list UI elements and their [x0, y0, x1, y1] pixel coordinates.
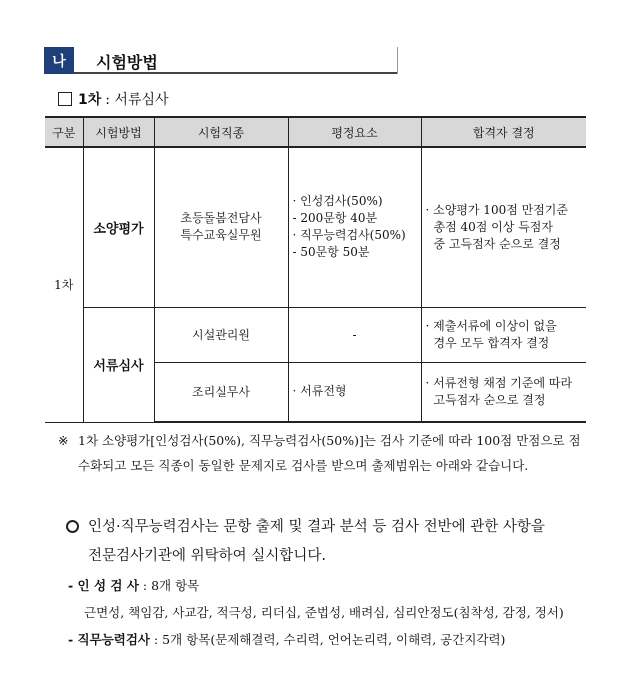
bullet-paragraph [66, 513, 591, 571]
list-item [68, 626, 564, 653]
list-item [68, 572, 564, 599]
note-text: 1차 소양평가[인성검사(50%), 직무능력검사(50%)]는 검사 기준에 따라 100점 만점으로 점수화되고 모든 직종이 동일한 문제지로 검사를 받으며 출제범위는 아래와 같습니다. [78, 433, 581, 473]
criteria-cell [288, 147, 421, 307]
method-cell: 소양평가 [83, 147, 154, 307]
criteria-line: · 인성검사(50%) [292, 194, 383, 209]
job-cell [154, 147, 288, 307]
test-items-list [68, 572, 564, 653]
criteria-cell: · 서류전형 [288, 362, 421, 422]
item-value: : 5개 항목(문제해결력, 수리력, 언어논리력, 이해력, 공간지각력) [153, 632, 506, 647]
job-name: 특수교육실무원 [180, 228, 262, 243]
table-row [45, 147, 586, 307]
table-row [45, 307, 586, 362]
criteria-line: - 50문항 50분 [292, 245, 370, 260]
bullet-line-1: 인성·직무능력검사는 문항 출제 및 결과 분석 등 검사 전반에 관한 사항을 [88, 519, 545, 535]
round-cell: 1차 [45, 147, 83, 422]
item-detail: 근면성, 책임감, 사교감, 적극성, 리더십, 준법성, 배려심, 심리안정도(침착성, 감정, 정서) [84, 605, 564, 620]
section-title: 시험방법 [96, 53, 158, 72]
header-job: 시험직종 [154, 117, 288, 147]
decision-line: 경우 모두 합격자 결정 [433, 335, 550, 350]
bullet-line-2: 전문검사기관에 위탁하여 실시합니다. [88, 548, 326, 564]
decision-line: · 소양평가 100점 만점기준 [425, 202, 568, 217]
decision-cell [421, 147, 586, 307]
section-underline [74, 72, 398, 74]
table-header-row [45, 117, 586, 147]
subsection-text: : 서류심사 [105, 92, 169, 108]
circle-bullet-icon [66, 520, 79, 533]
header-criteria: 평정요소 [288, 117, 421, 147]
item-label: - 직무능력검사 [68, 632, 150, 647]
section-badge: 나 [44, 47, 74, 74]
decision-line: 고득점자 순으로 결정 [433, 392, 546, 407]
square-icon [58, 92, 72, 106]
item-value: : 8개 항목 [142, 578, 200, 593]
job-cell: 조리실무사 [154, 362, 288, 422]
criteria-line: - 200문항 40분 [292, 211, 378, 226]
decision-line: 총점 40점 이상 득점자 [433, 219, 553, 234]
decision-line: · 제출서류에 이상이 없을 [425, 318, 557, 333]
job-cell: 시설관리원 [154, 307, 288, 362]
criteria-cell: - [288, 307, 421, 362]
subsection-title [58, 89, 169, 109]
header-decision: 합격자 결정 [421, 117, 586, 147]
item-label: - 인 성 검 사 [68, 578, 139, 593]
footnote [58, 428, 588, 478]
job-name: 초등돌봄전담사 [180, 211, 262, 226]
criteria-line: · 직무능력검사(50%) [292, 228, 406, 243]
decision-line: · 서류전형 채점 기준에 따라 [425, 375, 573, 390]
decision-line: 중 고득점자 순으로 결정 [433, 236, 561, 251]
section-header [44, 47, 398, 74]
header-category: 구분 [45, 117, 83, 147]
decision-cell [421, 307, 586, 362]
note-mark: ※ [58, 433, 69, 448]
method-cell: 서류심사 [83, 307, 154, 422]
decision-cell [421, 362, 586, 422]
subsection-label: 1차 [78, 92, 102, 108]
exam-method-table [45, 116, 586, 423]
section-divider [397, 47, 398, 74]
header-method: 시험방법 [83, 117, 154, 147]
